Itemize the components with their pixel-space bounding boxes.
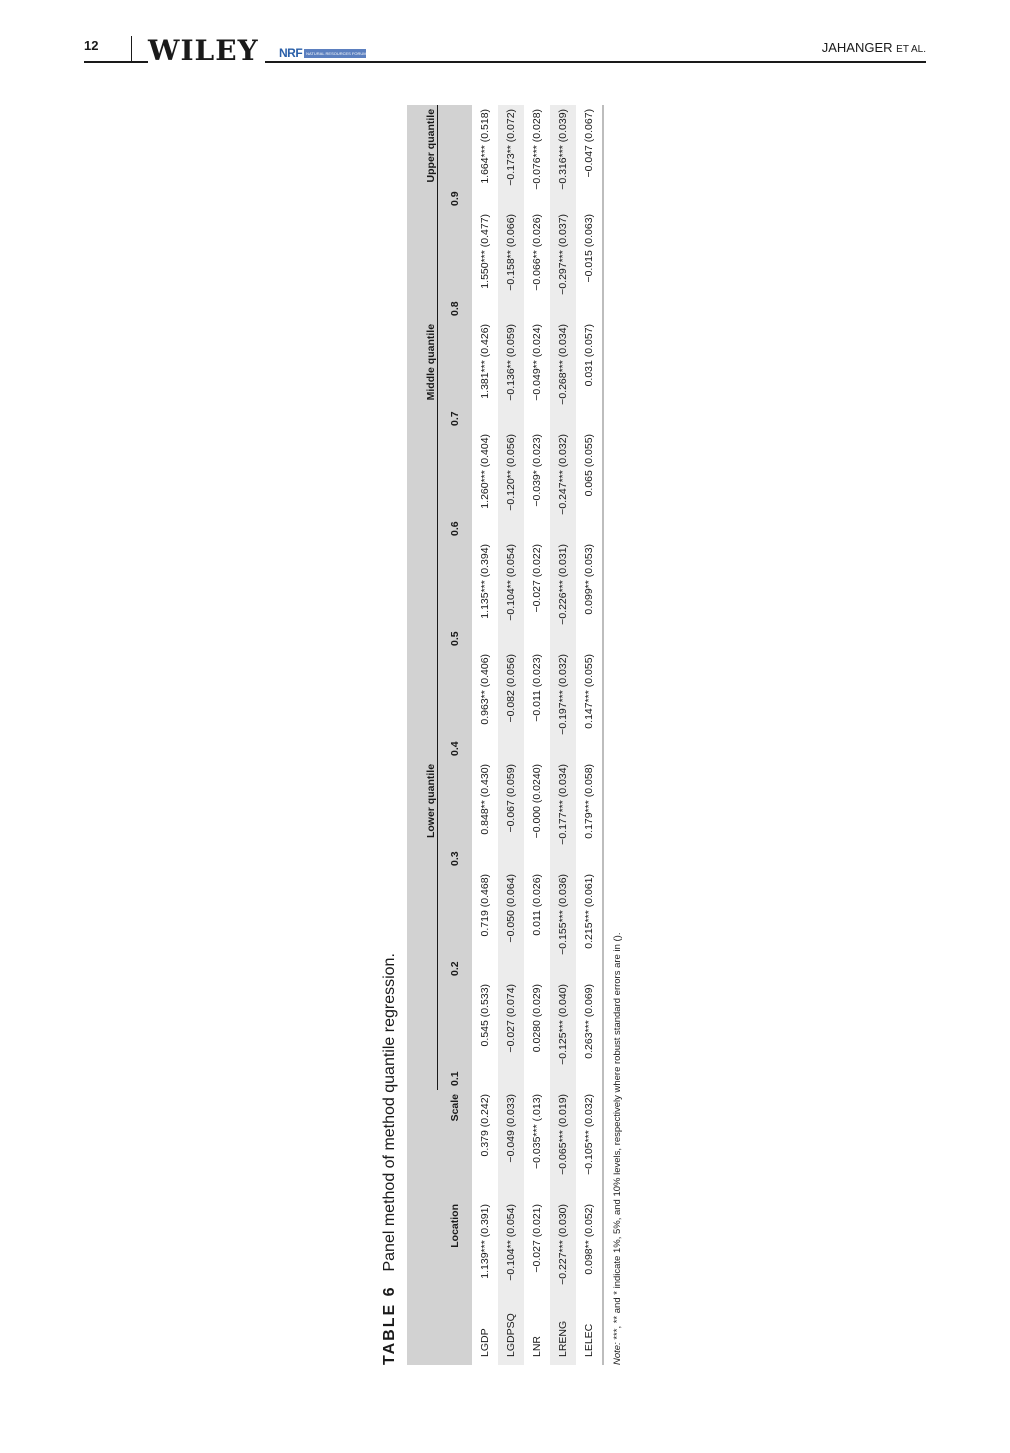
header-spacer — [407, 1090, 438, 1365]
column-header-q0.8: 0.8 — [438, 210, 473, 320]
table-cell: −0.049 (0.033) — [498, 1090, 524, 1200]
table-cell: −0.173** (0.072) — [498, 105, 524, 210]
table-cell: 0.099** (0.053) — [576, 540, 603, 650]
table-cell: −0.049** (0.024) — [531, 323, 543, 401]
table-cell: 0.011 (0.026) — [531, 873, 543, 936]
table-cell: 0.263*** (0.069) — [576, 980, 603, 1090]
author-suffix: ET AL. — [896, 44, 926, 55]
middle-quantile-header: Middle quantile — [407, 320, 438, 650]
table-cell: 1.139*** (0.391) — [479, 1204, 491, 1279]
table-cell: −0.104** (0.054) — [498, 540, 524, 650]
table-row — [524, 105, 550, 1365]
table-row — [550, 105, 576, 1365]
page-number: 12 — [84, 38, 99, 53]
table-row — [576, 105, 603, 1365]
table-cell: LGDPSQ — [498, 1305, 524, 1365]
rotated-table-block — [377, 105, 632, 1365]
table-cell: −0.047 (0.067) — [576, 105, 603, 210]
table-cell: 0.031 (0.057) — [576, 320, 603, 430]
table-caption — [377, 105, 407, 1365]
table-cell: −0.065*** (0.019) — [550, 1090, 576, 1200]
wiley-logo: WILEY — [148, 38, 265, 64]
table-cell: LELEC — [576, 1305, 603, 1365]
table-cell: −0.227*** (0.030) — [550, 1200, 576, 1305]
footnote-label: Note: — [612, 1342, 623, 1365]
table-cell: −0.027 (0.022) — [531, 543, 543, 613]
table-cell: −0.027 (0.021) — [531, 1204, 543, 1273]
column-header-q0.4: 0.4 — [438, 650, 473, 760]
nrf-logo-band: NATURAL RESOURCES FORUM — [306, 51, 367, 56]
table-cell: LGDP — [479, 1328, 491, 1357]
table-cell: 0.0280 (0.029) — [531, 983, 543, 1053]
quantile-regression-table — [407, 105, 604, 1365]
table-cell: −0.076*** (0.028) — [531, 108, 543, 190]
table-row — [498, 105, 524, 1365]
footnote-text: ***, ** and * indicate 1%, 5%, and 10% levels, respectively where robust standard errors are in (). — [612, 932, 623, 1340]
table-cell: 0.098** (0.052) — [576, 1200, 603, 1305]
table-footnote — [612, 105, 623, 1365]
table-row — [472, 105, 498, 1365]
header-divider — [131, 36, 132, 62]
lower-quantile-header: Lower quantile — [407, 760, 438, 1090]
table-cell: 1.260*** (0.404) — [479, 433, 491, 509]
column-header-row — [438, 105, 473, 1365]
table-cell: 0.379 (0.242) — [479, 1093, 491, 1157]
table-cell: −0.104** (0.054) — [498, 1200, 524, 1305]
table-cell: 0.545 (0.533) — [479, 983, 491, 1047]
table-cell: −0.226*** (0.031) — [550, 540, 576, 650]
table-cell: 1.381*** (0.426) — [479, 323, 491, 399]
table-cell: −0.000 (0.0240) — [531, 763, 543, 839]
table-cell: −0.011 (0.023) — [531, 653, 543, 722]
table-cell: −0.027 (0.074) — [498, 980, 524, 1090]
table-cell: −0.015 (0.063) — [576, 210, 603, 320]
table-title: Panel method of method quantile regression. — [381, 953, 398, 1272]
table-cell: −0.177*** (0.034) — [550, 760, 576, 870]
column-header-q0.1: 0.1 — [438, 980, 473, 1090]
running-header — [84, 32, 926, 67]
column-header-location: Location — [438, 1200, 473, 1305]
column-header-q0.6: 0.6 — [438, 430, 473, 540]
column-header-q0.3: 0.3 — [438, 760, 473, 870]
table-label: TABLE 6 — [381, 1285, 398, 1365]
table-cell: 1.550*** (0.477) — [479, 213, 491, 289]
table-cell: −0.105*** (0.032) — [576, 1090, 603, 1200]
column-header-q0.5: 0.5 — [438, 540, 473, 650]
column-header-q0.9: 0.9 — [438, 105, 473, 210]
table-cell: −0.197*** (0.032) — [550, 650, 576, 760]
table-cell: 0.963** (0.406) — [479, 653, 491, 725]
table-cell: −0.066** (0.026) — [531, 213, 543, 291]
lower-quantile-header-ext — [407, 650, 438, 760]
table-cell: −0.067 (0.059) — [498, 760, 524, 870]
nrf-logo-mark: NRF — [279, 46, 303, 60]
table-cell: −0.050 (0.064) — [498, 870, 524, 980]
table-cell: 0.147*** (0.055) — [576, 650, 603, 760]
column-header-q0.7: 0.7 — [438, 320, 473, 430]
table-cell: −0.247*** (0.032) — [550, 430, 576, 540]
table-cell: −0.136** (0.059) — [498, 320, 524, 430]
table-cell: 0.719 (0.468) — [479, 873, 491, 937]
table-cell: −0.035*** (.013) — [531, 1093, 543, 1169]
table-cell: −0.039* (0.023) — [531, 433, 543, 507]
table-cell: −0.125*** (0.040) — [550, 980, 576, 1090]
table-cell: 0.215*** (0.061) — [576, 870, 603, 980]
nrf-journal-logo — [279, 47, 374, 60]
table-cell: 1.135*** (0.394) — [479, 543, 491, 619]
table-cell: LRENG — [550, 1305, 576, 1365]
table-cell: 1.664*** (0.518) — [479, 108, 491, 184]
author-name: JAHANGER — [821, 40, 893, 55]
table-cell: LNR — [531, 1335, 543, 1357]
table-cell: 0.065 (0.055) — [576, 430, 603, 540]
table-cell: −0.297*** (0.037) — [550, 210, 576, 320]
running-author — [822, 40, 926, 55]
table-cell: −0.268*** (0.034) — [550, 320, 576, 430]
table-cell: −0.082 (0.056) — [498, 650, 524, 760]
column-header-variable — [438, 1305, 473, 1365]
table-cell: −0.155*** (0.036) — [550, 870, 576, 980]
table-cell: −0.120** (0.056) — [498, 430, 524, 540]
column-header-q0.2: 0.2 — [438, 870, 473, 980]
column-header-scale: Scale — [438, 1090, 473, 1200]
group-header-row — [407, 105, 438, 1365]
table-cell: 0.848** (0.430) — [479, 763, 491, 835]
table-cell: 0.179*** (0.058) — [576, 760, 603, 870]
table-cell: −0.316*** (0.039) — [550, 105, 576, 210]
table-cell: −0.158** (0.066) — [498, 210, 524, 320]
upper-quantile-header: Upper quantile — [407, 105, 438, 320]
